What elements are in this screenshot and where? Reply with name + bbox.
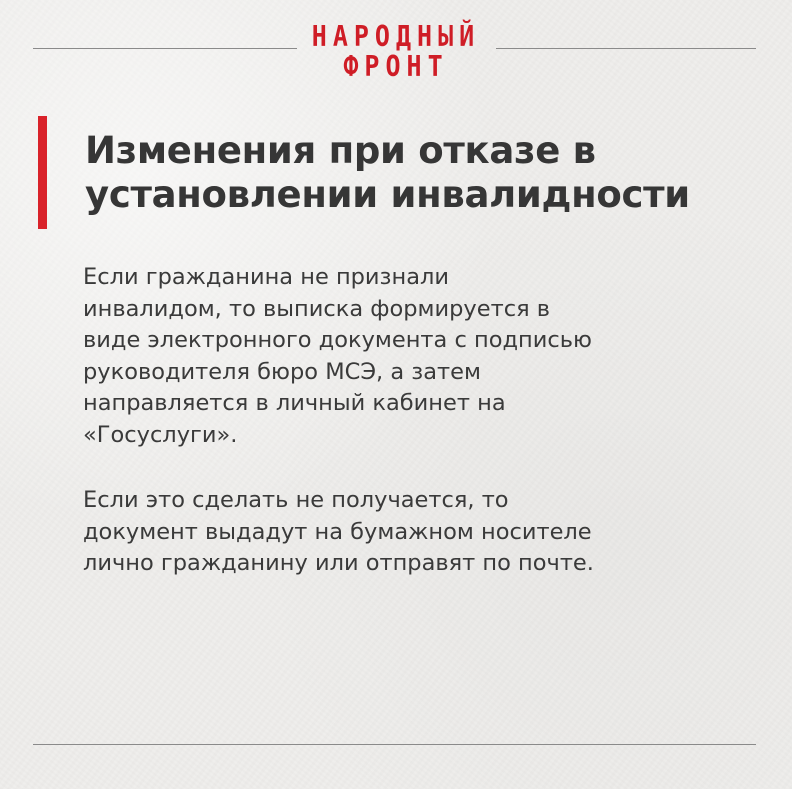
text-line: «Госуслуги».: [83, 421, 238, 448]
text-line: инвалидом, то выписка формируется в: [83, 295, 551, 322]
footer-divider: [33, 744, 756, 745]
text-line: Если гражданина не признали: [83, 264, 450, 290]
title-accent-bar: [38, 116, 47, 229]
text-line: Если это сделать не получается, то: [83, 487, 509, 513]
text-line: направляется в личный кабинет на: [83, 390, 506, 416]
logo-narodny-front: [300, 19, 492, 84]
text-line: документ выдадут на бумажном носителе: [83, 518, 592, 545]
paragraph-paper-fallback: [83, 485, 743, 580]
paragraph-refusal-statement: [83, 262, 743, 451]
text-line: руководителя бюро МСЭ, а затем: [83, 358, 481, 385]
header-divider-right: [496, 48, 756, 49]
text-line: лично гражданину или отправят по почте.: [83, 550, 594, 576]
header-divider-left: [33, 48, 297, 49]
page-title: Изменения при отказе в установлении инвалидности: [85, 129, 690, 216]
logo-line-1: НАРОДНЫЙ: [311, 19, 481, 54]
logo-line-2: ФРОНТ: [343, 49, 449, 84]
text-line: виде электронного документа с подписью: [83, 327, 592, 353]
